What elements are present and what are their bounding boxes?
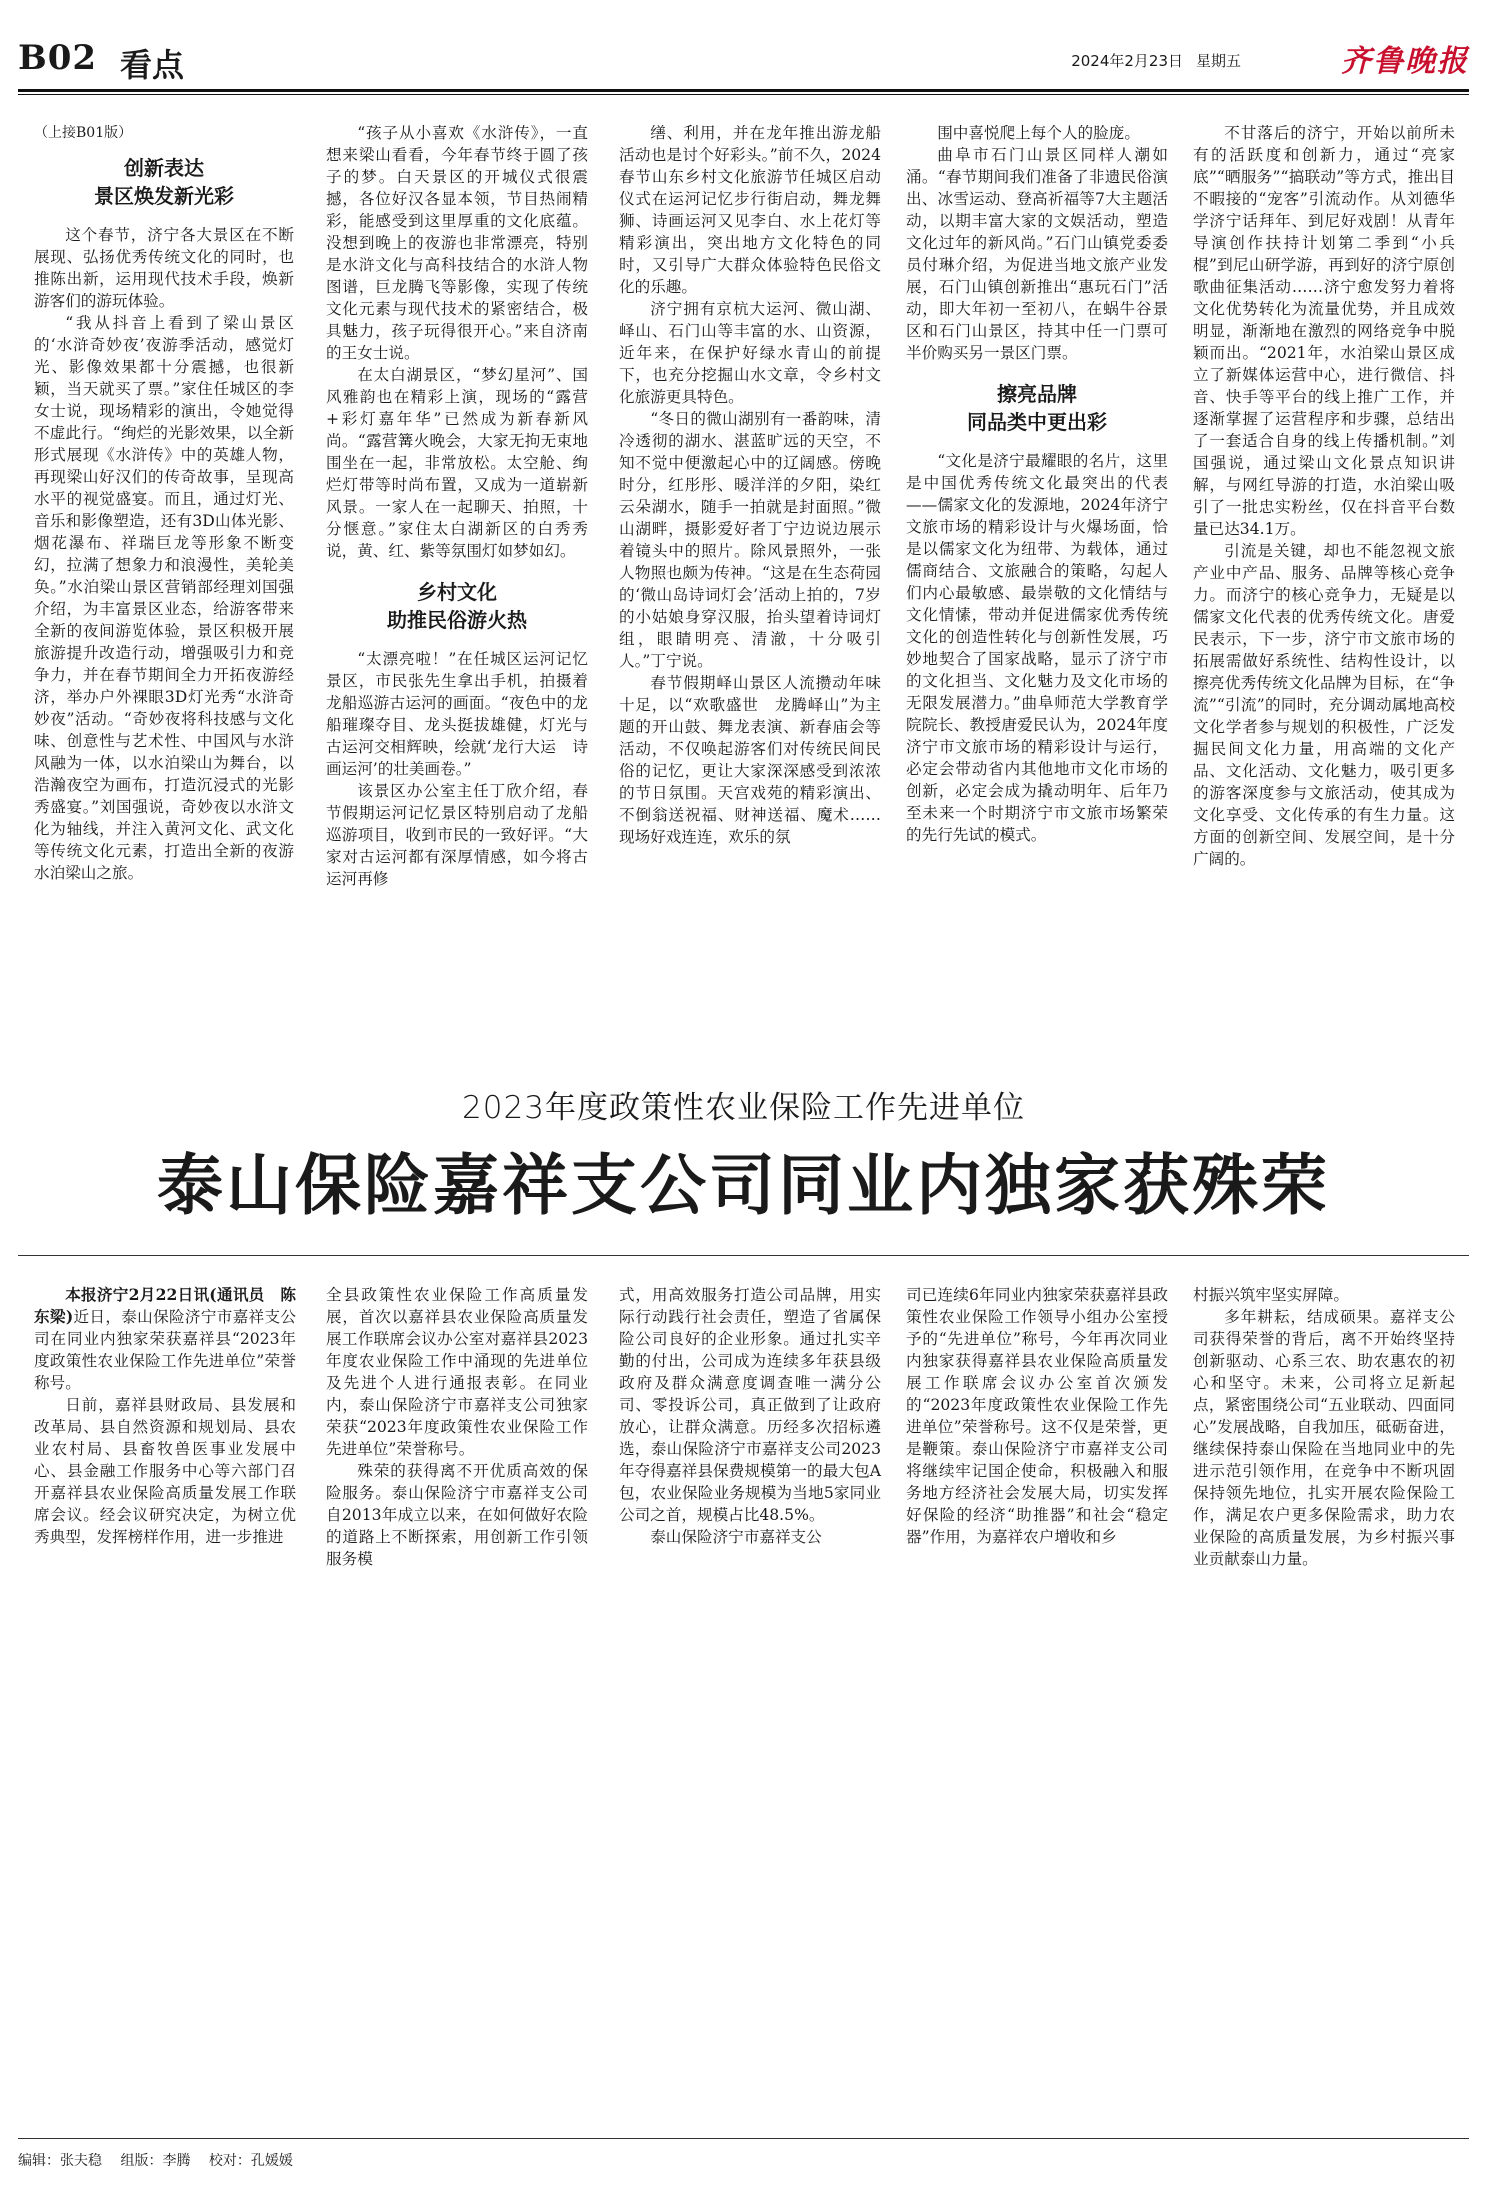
paragraph: 全县政策性农业保险工作高质量发展，首次以嘉祥县农业保险高质量发展工作联席会议办公室对嘉祥县2023年度农业保险工作中涌现的先进单位及先进个人进行通报表彰。在同业内，泰山保险济宁市嘉祥支公司独家荣获“2023年度政策性农业保险工作先进单位”荣誉称号。 bbox=[326, 1286, 588, 1458]
section-title: 看点 bbox=[120, 46, 185, 84]
paragraph: 这个春节，济宁各大景区在不断展现、弘扬优秀传统文化的同时，也推陈出新，运用现代技术手段，焕新游客们的游玩体验。 bbox=[34, 226, 294, 310]
article2-headline: 泰山保险嘉祥支公司同业内独家获殊荣 bbox=[157, 1146, 1330, 1224]
header-rule bbox=[18, 89, 1469, 92]
proof-credit: 校对：孔媛媛 bbox=[208, 2153, 293, 2169]
article2-column-5 bbox=[1193, 1284, 1455, 1570]
paragraph: 式，用高效服务打造公司品牌，用实际行动践行社会责任，塑造了省属保险公司良好的企业形象。通过扎实辛勤的付出，公司成为连续多年获县级政府及群众满意度调查唯一满分公司、零投诉公司，真正做到了让政府放心，让群众满意。历经多次招标遴选，泰山保险济宁市嘉祥支公司2023年夺得嘉祥县保费规模第一的最大包A包，农业保险业务规模为当地5家同业公司之首，规模占比48.5%。 bbox=[619, 1286, 881, 1524]
article1-column-1 bbox=[34, 122, 294, 884]
article2-column-1 bbox=[34, 1284, 296, 1548]
article1-column-2 bbox=[326, 122, 588, 890]
paragraph: 围中喜悦爬上每个人的脸庞。 bbox=[937, 124, 1140, 142]
continued-note: （上接B01版） bbox=[34, 125, 133, 141]
article1-column-5 bbox=[1193, 122, 1455, 870]
paragraph: 日前，嘉祥县财政局、县发展和改革局、县自然资源和规划局、县农业农村局、县畜牧兽医事业发展中心、县金融工作服务中心等六部门召开嘉祥县农业保险高质量发展工作联席会议。经会议研究决定，为树立优秀典型，发挥榜样作用，进一步推进 bbox=[34, 1396, 296, 1546]
page-number: B02 bbox=[18, 38, 98, 78]
issue-weekday: 星期五 bbox=[1195, 52, 1241, 70]
section-divider bbox=[18, 1255, 1469, 1256]
article2-column-4 bbox=[906, 1284, 1168, 1548]
paragraph: “冬日的微山湖别有一番韵味，清冷透彻的湖水、湛蓝旷远的天空，不知不觉中便激起心中的辽阔感。傍晚时分，红彤彤、暖洋洋的夕阳，染红云朵湖水，随手一拍就是封面照。”微山湖畔，摄影爱好者丁宁边说边展示着镜头中的照片。除风景照外，一张人物照也颇为传神。“这是在生态荷园的‘微山岛诗词灯会’活动上拍的，7岁的小姑娘身穿汉服，抬头望着诗词灯组，眼睛明亮、清澈，十分吸引人。”丁宁说。 bbox=[619, 410, 881, 670]
paragraph: 该景区办公室主任丁欣介绍，春节假期运河记忆景区特别启动了龙船巡游项目，收到市民的一致好评。“大家对古运河都有深厚情感，如今将古运河再修 bbox=[326, 782, 588, 888]
paragraph: “孩子从小喜欢《水浒传》，一直想来梁山看看，今年春节终于圆了孩子的梦。白天景区的开城仪式很震撼，各位好汉各显本领，节目热闹精彩，能感受到这里厚重的文化底蕴。没想到晚上的夜游也非常漂亮，特别是水浒文化与高科技结合的水浒人物图谱，巨龙腾飞等影像，实现了传统文化元素与现代技术的紧密结合，极具魅力，孩子玩得很开心。”来自济南的王女士说。 bbox=[326, 124, 588, 362]
header-rule-thin bbox=[18, 94, 1469, 95]
subheading-2: 乡村文化 助推民俗游火热 bbox=[387, 580, 527, 632]
paragraph: 村振兴筑牢坚实屏障。 bbox=[1193, 1286, 1349, 1304]
paragraph: 缮、利用，并在龙年推出游龙船活动也是讨个好彩头。”前不久，2024春节山东乡村文化旅游节任城区启动仪式在运河记忆步行街启动，舞龙舞狮、诗画运河又见李白、水上花灯等精彩演出，突出地方文化特色的同时，又引导广大群众体验特色民俗文化的乐趣。 bbox=[619, 124, 881, 296]
paragraph: 春节假期峄山景区人流攒动年味十足，以“欢歌盛世 龙腾峄山”为主题的开山鼓、舞龙表演、新春庙会等活动，不仅唤起游客们对传统民间民俗的记忆，更让大家深深感受到浓浓的节日氛围。天宫戏苑的精彩演出、不倒翁送祝福、财神送福、魔术……现场好戏连连，欢乐的氛 bbox=[619, 674, 881, 846]
paragraph: “我从抖音上看到了梁山景区的‘水浒奇妙夜’夜游季活动，感觉灯光、影像效果都十分震撼，也很新颖，当天就买了票。”家住任城区的李女士说，现场精彩的演出，令她觉得不虚此行。“绚烂的光影效果，以全新形式展现《水浒传》中的英雄人物，再现梁山好汉们的传奇故事，呈现高水平的视觉盛宴。而且，通过灯光、音乐和影像塑造，还有3D山体光影、烟花瀑布、祥瑞巨龙等形象不断变幻，拉满了想象力和浪漫性，美轮美奂。”水泊梁山景区营销部经理刘国强介绍，为丰富景区业态，给游客带来全新的夜间游览体验，景区积极开展旅游提升改造行动，增强吸引力和竞争力，并在春节期间全力开拓夜游经济，举办户外裸眼3D灯光秀“水浒奇妙夜”活动。“奇妙夜将科技感与文化味、创意性与艺术性、中国风与水浒风融为一体，以水泊梁山为舞台，以浩瀚夜空为画布，打造沉浸式的光影秀盛宴。”刘国强说，奇妙夜以水浒文化为轴线，并注入黄河文化、武文化等传统文化元素，打造出全新的夜游水泊梁山之旅。 bbox=[34, 314, 294, 882]
editor-credit: 编辑：张夫稳 bbox=[18, 2153, 102, 2169]
paragraph: 不甘落后的济宁，开始以前所未有的活跃度和创新力，通过“亮家底”“晒服务”“搞联动”等方式，推出目不暇接的“宠客”引流动作。从刘德华学济宁话拜年、到尼好戏剧！从青年导演创作扶持计划第二季到“小兵棍”到尼山研学游，再到好的济宁原创歌曲征集活动……济宁愈发努力着将文化优势转化为流量优势，并且成效明显，渐渐地在激烈的网络竞争中脱颖而出。“2021年，水泊梁山景区成立了新媒体运营中心，进行微信、抖音、快手等平台的线上推广工作，并逐渐掌握了运营程序和步骤，总结出了一套适合自身的线上传播机制。”刘国强说，通过梁山文化景点知识讲解，与网红导游的打造，水泊梁山吸引了一批忠实粉丝，仅在抖音平台数量已达34.1万。 bbox=[1193, 124, 1455, 538]
subheading-1: 创新表达 景区焕发新光彩 bbox=[94, 156, 234, 208]
paragraph: 司已连续6年同业内独家荣获嘉祥县政策性农业保险工作领导小组办公室授予的“先进单位”称号，今年再次同业内独家获得嘉祥县农业保险高质量发展工作联席会议办公室首次颁发的“2023年度政策性农业保险工作先进单位”荣誉称号。这不仅是荣誉，更是鞭策。泰山保险济宁市嘉祥支公司将继续牢记国企使命，积极融入和服务地方经济社会发展大局，切实发挥好保险的经济“助推器”和社会“稳定器”作用，为嘉祥农户增收和乡 bbox=[906, 1286, 1168, 1546]
paragraph: 在太白湖景区，“梦幻星河”、国风雅韵也在精彩上演，现场的“露营+彩灯嘉年华”已然成为新春新风尚。“露营篝火晚会，大家无拘无束地围坐在一起，非常放松。太空舱、绚烂灯带等时尚布置，又成为一道崭新风景。一家人在一起聊天、拍照，十分惬意。”家住太白湖新区的白秀秀说，黄、红、紫等氛围灯如梦如幻。 bbox=[326, 366, 588, 560]
article2-column-2 bbox=[326, 1284, 588, 1570]
layout-credit: 组版：李腾 bbox=[120, 2153, 191, 2169]
paragraph: “太漂亮啦！”在任城区运河记忆景区，市民张先生拿出手机，拍摄着龙船巡游古运河的画面。“夜色中的龙船璀璨夺目、龙头挺拔雄健，灯光与古运河交相辉映，绘就‘龙行大运 诗画运河’的壮美画卷。” bbox=[326, 650, 588, 778]
paragraph: 曲阜市石门山景区同样人潮如涌。“春节期间我们准备了非遗民俗演出、冰雪运动、登高祈福等7大主题活动，以期丰富大家的文娱活动，塑造文化过年的新风尚。”石门山镇党委委员付琳介绍，为促进当地文旅产业发展，石门山镇创新推出“惠玩石门”活动，即大年初一至初八，在蜗牛谷景区和石门山景区，持其中任一门票可半价购买另一景区门票。 bbox=[906, 146, 1168, 362]
masthead bbox=[18, 30, 1469, 88]
paragraph: 泰山保险济宁市嘉祥支公 bbox=[650, 1528, 822, 1546]
article2-column-3 bbox=[619, 1284, 881, 1548]
paragraph: 引流是关键，却也不能忽视文旅产业中产品、服务、品牌等核心竞争力。而济宁的核心竞争力，无疑是以儒家文化代表的优秀传统文化。唐爱民表示，下一步，济宁市文旅市场的拓展需做好系统性、结构性设计，以擦亮优秀传统文化品牌为目标，在“争流”“引流”的同时，充分调动属地高校文化学者参与规划的积极性，广泛发掘民间文化力量，用高端的文化产品、文化活动、文化魅力，吸引更多的游客深度参与文旅活动，使其成为文化享受、文化传承的有生力量。这方面的创新空间、发展空间，是十分广阔的。 bbox=[1193, 542, 1455, 868]
footer-credits bbox=[18, 2150, 307, 2170]
article1-column-3 bbox=[619, 122, 881, 848]
byline: 本报济宁2月22日讯(通讯员 陈东梁) bbox=[34, 1285, 296, 1326]
paragraph: 济宁拥有京杭大运河、微山湖、峄山、石门山等丰富的水、山资源，近年来，在保护好绿水青山的前提下，也充分挖掘山水文章，令乡村文化旅游更具特色。 bbox=[619, 300, 881, 406]
subheading-3: 擦亮品牌 同品类中更出彩 bbox=[967, 382, 1107, 434]
newspaper-logo: 齐鲁晚报 bbox=[1341, 44, 1469, 79]
paragraph: 多年耕耘，结成硕果。嘉祥支公司获得荣誉的背后，离不开始终坚持创新驱动、心系三农、助农惠农的初心和坚守。未来，公司将立足新起点，紧密围绕公司“五业联动、四面同心”发展战略，自我加压，砥砺奋进，继续保持泰山保险在当地同业中的先进示范引领作用，在竞争中不断巩固保持领先地位，扎实开展农险保险工作，满足农户更多保险需求，助力农业保险的高质量发展，为乡村振兴事业贡献泰山力量。 bbox=[1193, 1308, 1455, 1568]
paragraph: 近日，泰山保险济宁市嘉祥支公司在同业内独家荣获嘉祥县“2023年度政策性农业保险工作先进单位”荣誉称号。 bbox=[34, 1308, 296, 1392]
paragraph: 殊荣的获得离不开优质高效的保险服务。泰山保险济宁市嘉祥支公司自2013年成立以来，在如何做好农险的道路上不断探索，用创新工作引领服务模 bbox=[326, 1462, 588, 1568]
article1-column-4 bbox=[906, 122, 1168, 846]
article2-kicker: 2023年度政策性农业保险工作先进单位 bbox=[462, 1090, 1025, 1126]
paragraph: “文化是济宁最耀眼的名片，这里是中国优秀传统文化最突出的代表——儒家文化的发源地，2024年济宁文旅市场的精彩设计与火爆场面，恰是以儒家文化为纽带、为载体，通过儒商结合、文旅融合的策略，勾起人们内心最敏感、最崇敬的文化情结与文化情愫，带动并促进儒家优秀传统文化的创造性转化与创新性发展，巧妙地契合了国家战略，显示了济宁市的文化担当、文化魅力及文化市场的无限发展潜力。”曲阜师范大学教育学院院长、教授唐爱民认为，2024年度济宁市文旅市场的精彩设计与运行，必定会带动省内其他地市文化市场的创新，必定会成为撬动明年、后年乃至未来一个时期济宁市文旅市场繁荣的先行先试的模式。 bbox=[906, 452, 1168, 844]
issue-date: 2024年2月23日 bbox=[1071, 52, 1183, 70]
footer-rule bbox=[18, 2138, 1469, 2139]
